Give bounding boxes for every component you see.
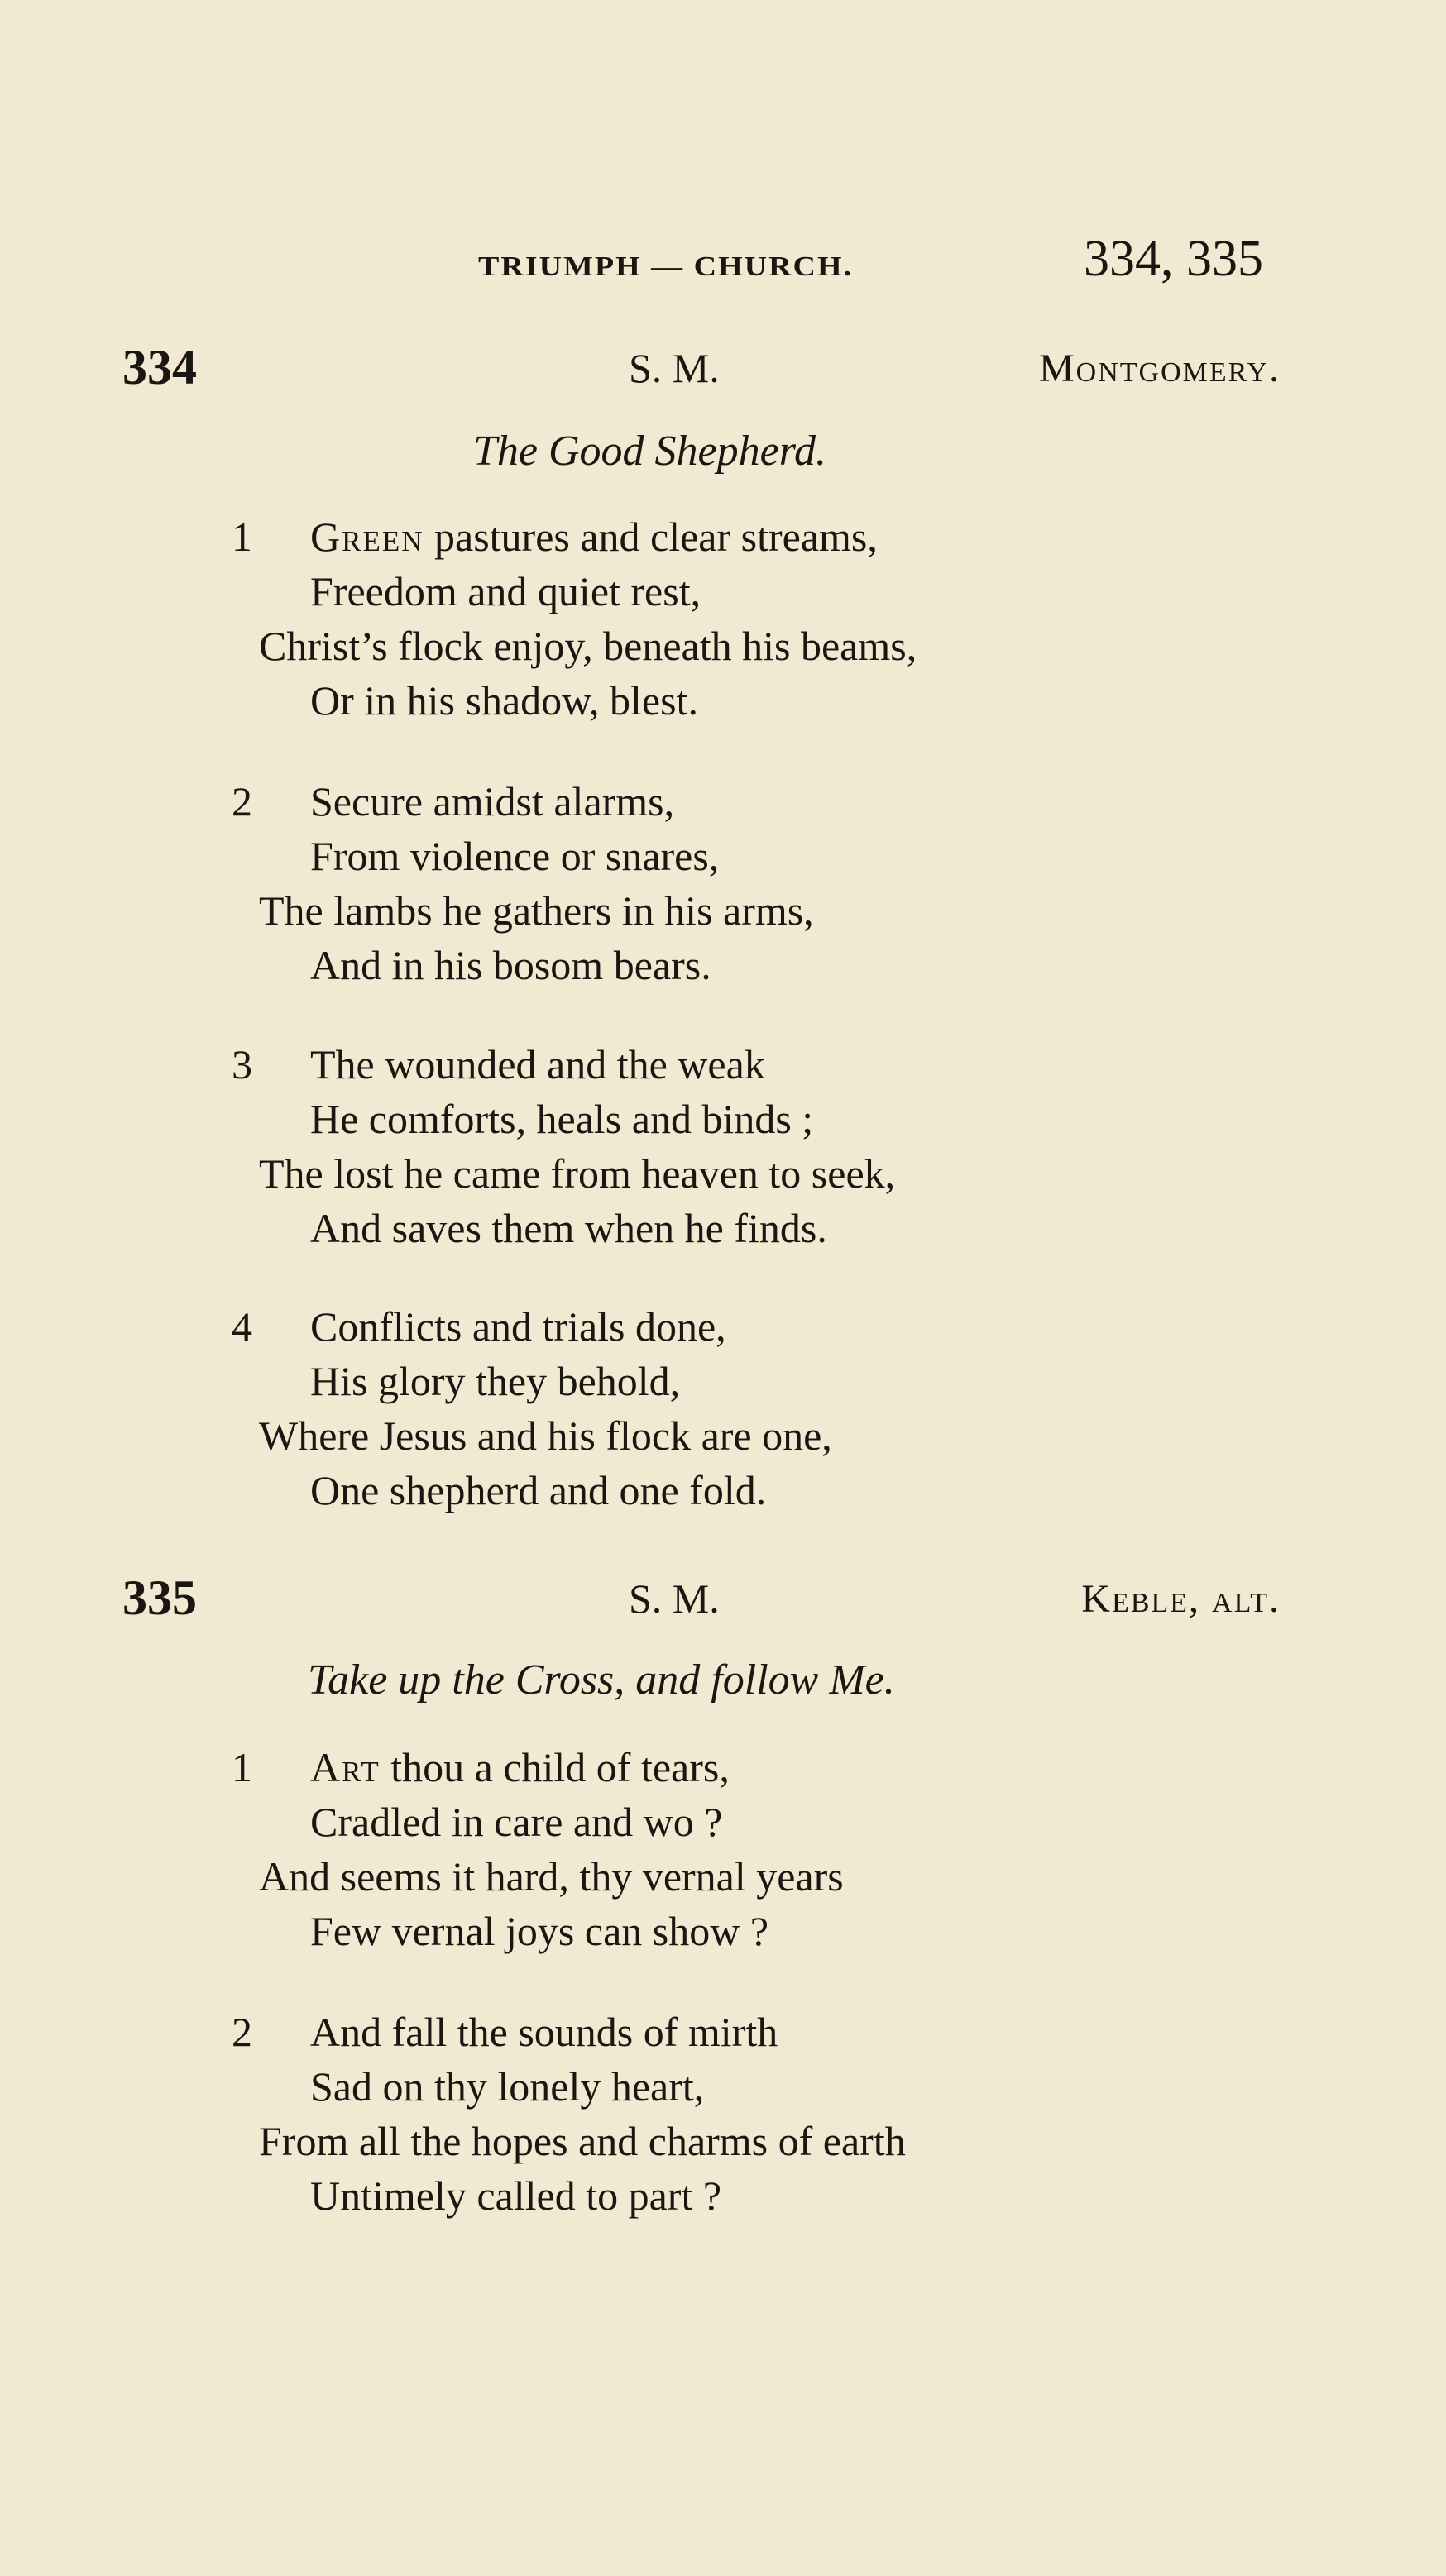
first-word: Green [310,514,424,560]
hymn-title: The Good Shepherd. [473,428,827,475]
stanza-number: 1 [232,514,252,560]
stanza-line: Christ’s flock enjoy, beneath his beams, [259,623,917,669]
stanza-line: Or in his shadow, blest. [310,677,698,724]
hymn-header-335 [0,1570,1446,1636]
stanza-line: And fall the sounds of mirth [310,2009,778,2055]
stanza-line: And seems it hard, thy vernal years [259,1853,844,1900]
stanza-line: He comforts, heals and binds ; [310,1096,814,1142]
stanza-line: And saves them when he finds. [310,1205,827,1251]
hymn-meter: S. M. [629,345,720,391]
stanza-number: 2 [232,778,252,824]
stanza-line: Sad on thy lonely heart, [310,2063,705,2110]
stanza-line: Few vernal joys can show ? [310,1908,769,1954]
hymn-header-334 [0,339,1446,405]
line-text: thou a child of tears, [390,1744,730,1790]
hymn-meter: S. M. [629,1575,720,1622]
stanza-line [310,513,878,561]
stanza-line: From violence or snares, [310,833,720,879]
hymn-number: 334 [122,340,197,394]
stanza-line: The lost he came from heaven to seek, [259,1150,896,1197]
hymn-author: Montgomery. [1038,346,1281,390]
stanza-line: Secure amidst alarms, [310,778,675,824]
stanza-line: Where Jesus and his flock are one, [259,1412,832,1459]
stanza-line: The lambs he gathers in his arms, [259,887,814,934]
stanza-line: His glory they behold, [310,1358,681,1404]
stanza-number: 4 [232,1303,252,1350]
hymn-title: Take up the Cross, and follow Me. [308,1656,895,1704]
page-numbers: 334, 335 [1084,231,1263,287]
hymn-author: Keble, alt. [1081,1577,1281,1621]
stanza-number: 2 [232,2009,252,2055]
stanza-line: One shepherd and one fold. [310,1467,767,1513]
stanza-line: Freedom and quiet rest, [310,568,701,614]
stanza-line: Conflicts and trials done, [310,1303,726,1350]
stanza-line: Cradled in care and wo ? [310,1799,723,1845]
stanza-line: Untimely called to part ? [310,2172,722,2219]
stanza-line [310,1743,730,1791]
stanza-number: 3 [232,1041,252,1087]
first-word: Art [310,1744,381,1790]
running-title: TRIUMPH — CHURCH. [478,251,854,282]
stanza-line: And in his bosom bears. [310,942,711,988]
line-text: pastures and clear streams, [434,514,878,560]
stanza-line: The wounded and the weak [310,1041,765,1087]
stanza-number: 1 [232,1744,252,1790]
running-head [0,230,1446,296]
hymn-number: 335 [122,1570,197,1625]
stanza-line: From all the hopes and charms of earth [259,2118,906,2164]
